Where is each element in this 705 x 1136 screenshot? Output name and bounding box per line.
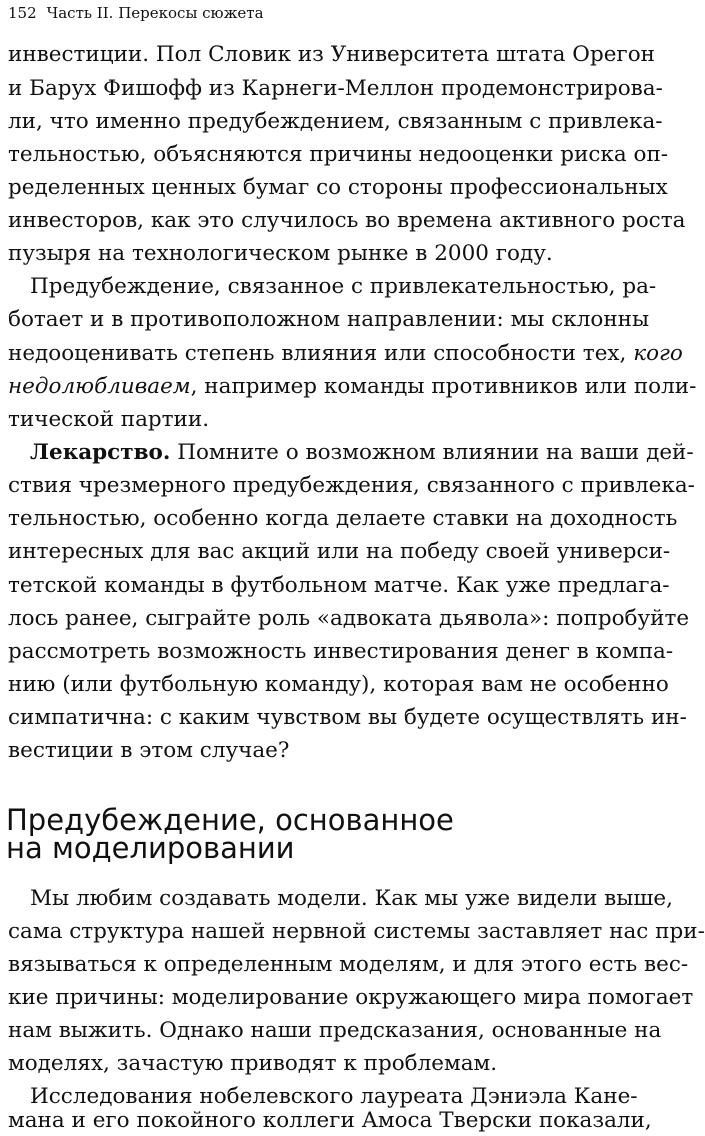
page-number: 152 [8,4,37,22]
text-line: Мы любим создавать модели. Как мы уже видели выше, [30,886,673,911]
section-title: Часть II. Перекосы сюжета [46,4,264,22]
text-line: ределенных ценных бумаг со стороны профессиональных [8,175,668,200]
text-line: сама структура нашей нервной системы заставляет нас при- [8,919,705,944]
text-line: тетской команды в футбольном матче. Как уже предлага- [8,573,670,598]
text-run: недооценивать степень влияния или способности тех, [8,341,627,366]
text-line: и Барух Фишофф из Карнеги-Меллон продемонстрирова- [8,76,663,101]
running-head [8,4,264,22]
text-line: тельностью, особенно когда делаете ставки на доходность [8,506,678,531]
text-line: мана и его покойного коллеги Амоса Тверски показали, [8,1108,652,1133]
text-line: симпатична: с каким чувством вы будете осуществлять ин- [8,705,687,730]
text-line: кие причины: моделирование окружающего мира помогает [8,985,694,1010]
text-line [30,438,694,468]
italic-text: недолюбливаем [8,374,191,399]
text-line: инвесторов, как это случилось во времена активного роста [8,208,686,233]
text-line: рассмотреть возможность инвестирования денег в компа- [8,639,674,664]
section-heading-line: Предубеждение, основанное [6,803,454,837]
text-line: тической партии. [8,407,210,432]
section-heading-line: на моделировании [6,831,295,865]
text-line: нам выжить. Однако наши предсказания, основанные на [8,1018,662,1043]
text-line: ботает и в противоположном направлении: мы склонны [8,307,650,332]
text-line: ствия чрезмерного предубеждения, связанного с привлека- [8,473,695,498]
text-line: Исследования нобелевского лауреата Дэниэла Кане- [30,1084,638,1109]
text-line: моделях, зачастую приводят к проблемам. [8,1051,498,1076]
text-line: пузыря на технологическом рынке в 2000 году. [8,241,553,266]
text-line: вестиции в этом случае? [8,738,290,763]
text-line: ли, что именно предубеждением, связанным с привлека- [8,109,663,134]
text-line: вязываться к определенным моделям, и для этого есть вес- [8,952,689,977]
text-run: , например команды противников или поли- [190,374,697,399]
text-run: Помните о возможном влиянии на ваши дей- [170,440,694,465]
text-line: нию (или футбольную команду), которая вам не особенно [8,672,669,697]
text-line [8,339,683,369]
text-line: инвестиции. Пол Словик из Университета штата Орегон [8,42,655,67]
text-line: интересных для вас акций или на победу своей универси- [8,539,671,564]
text-line [8,372,697,402]
italic-text: кого [633,341,683,366]
text-line: лось ранее, сыграйте роль «адвоката дьявола»: попробуйте [8,606,690,631]
text-line: Предубеждение, связанное с привлекательностью, ра- [30,274,657,299]
remedy-label: Лекарство. [30,440,171,465]
text-line: тельностью, объясняются причины недооценки риска оп- [8,142,669,167]
